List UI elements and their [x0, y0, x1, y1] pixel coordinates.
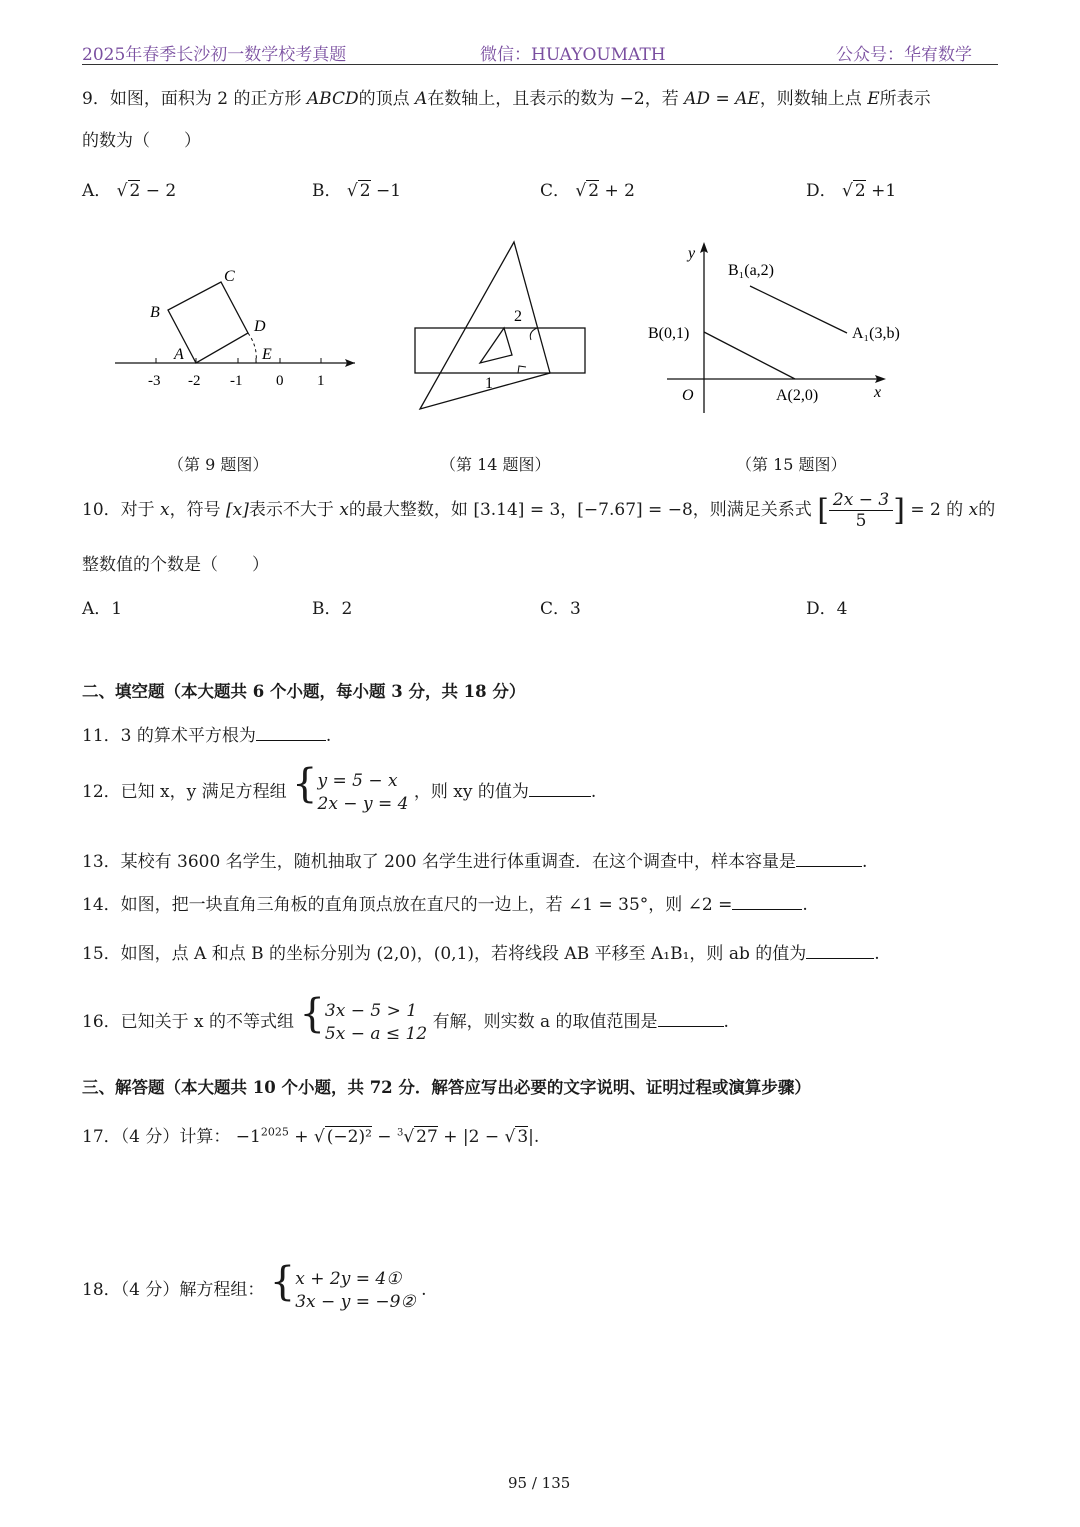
q9-option-b: B． √ 2 −1 [312, 181, 402, 201]
section-3-title: 三、解答题（本大题共 10 个小题，共 72 分．解答应写出必要的文字说明、证明过程或演算步骤） [82, 1078, 811, 1097]
answer-blank[interactable] [256, 726, 326, 741]
tick-label-minus1: -1 [230, 373, 243, 389]
label-a: A [174, 346, 184, 363]
question-10-line2: 整数值的个数是（ ） [82, 555, 269, 575]
caption-fig9: （第 9 题图） [168, 455, 269, 474]
angle-2-arc [530, 328, 537, 340]
label-c: C [224, 268, 235, 285]
q10-option-a: A．1 [82, 599, 123, 619]
y-label: y [688, 245, 696, 262]
answer-blank[interactable] [796, 852, 862, 867]
question-18: 18．（4 分）解方程组： { x + 2y = 4① 3x − y = −9② . [82, 1259, 427, 1312]
figure-15 [642, 238, 902, 423]
tick-label-0: 0 [276, 373, 284, 389]
right-angle-mark [518, 366, 526, 373]
label-b: B [150, 304, 160, 321]
a1-label: A₁(3,b) [852, 325, 900, 342]
segment-ab [704, 332, 795, 379]
question-9-line2: 的数为（ ） [82, 131, 201, 151]
segment-a1b1 [750, 286, 847, 333]
b1-label: B₁(a,2) [728, 262, 775, 279]
header-left: 2025年春季长沙初一数学校考真题 [82, 45, 347, 65]
caption-fig15: （第 15 题图） [736, 455, 847, 474]
origin-label: O [682, 387, 694, 404]
q9-option-a: A． √ 2 − 2 [82, 181, 177, 201]
page-number: 95 / 135 [508, 1474, 571, 1492]
question-14: 14．如图，把一块直角三角板的直角顶点放在直尺的一边上，若 ∠1 = 35°，则 ∠2 = . [82, 895, 808, 915]
tick-label-minus2: -2 [188, 373, 201, 389]
question-10: 10．对于 x，符号 [x]表示不大于 x的最大整数，如 [3.14] = 3，[−7.67] = −8，则满足关系式 [ $\frac{2x - 3}{5}$ ] = 2 的 x的 [82, 490, 996, 531]
q9-option-d: D． √ 2 +1 [806, 181, 897, 201]
figure-9 [110, 255, 370, 410]
triangle-hole [480, 328, 512, 363]
answer-blank[interactable] [732, 895, 802, 910]
label-d: D [254, 318, 266, 335]
arc-de [248, 333, 256, 363]
q9-option-c: C． √ 2 + 2 [540, 181, 635, 201]
question-11: 11．3 的算术平方根为 . [82, 726, 332, 746]
angle-2-label: 2 [514, 308, 522, 325]
answer-blank[interactable] [658, 1012, 724, 1027]
question-9: 9．如图，面积为 2 的正方形 ABCD的顶点 A在数轴上，且表示的数为 −2，若 AD = AE，则数轴上点 E所表示 [82, 89, 931, 109]
tick-label-minus3: -3 [148, 373, 161, 389]
section-2-title: 二、填空题（本大题共 6 个小题，每小题 3 分，共 18 分） [82, 682, 526, 701]
label-e: E [262, 346, 272, 363]
answer-blank[interactable] [529, 782, 591, 797]
header-rule [82, 64, 998, 65]
q10-option-c: C．3 [540, 599, 581, 619]
q10-option-d: D．4 [806, 599, 848, 619]
caption-fig14: （第 14 题图） [440, 455, 551, 474]
answer-blank[interactable] [806, 944, 874, 959]
tick-label-1: 1 [317, 373, 325, 389]
question-15: 15．如图，点 A 和点 B 的坐标分别为 (2,0)，(0,1)，若将线段 AB 平移至 A₁B₁，则 ab 的值为 . [82, 944, 880, 964]
question-17: 17．（4 分）计算： $-1^{2025}$ + √ (−2)² − $^3$√ 27 + |2 − √ 3|. [82, 1125, 540, 1147]
question-12: 12．已知 x，y 满足方程组 { y = 5 − x 2x − y = 4 ，则 xy 的值为 . [82, 761, 597, 814]
angle-1-label: 1 [485, 375, 493, 392]
question-16: 16．已知关于 x 的不等式组 { 3x − 5 > 1 5x − a ≤ 12 有解，则实数 a 的取值范围是 . [82, 991, 729, 1044]
x-label: x [874, 384, 882, 401]
b-label: B(0,1) [648, 325, 690, 342]
figure-14 [410, 236, 595, 421]
a-label: A(2,0) [776, 387, 819, 404]
q10-option-b: B．2 [312, 599, 353, 619]
header-right: 公众号：华宥数学 [836, 45, 972, 65]
header-center: 微信：HUAYOUMATH [480, 45, 666, 65]
question-13: 13．某校有 3600 名学生，随机抽取了 200 名学生进行体重调查．在这个调查中，样本容量是 . [82, 852, 868, 872]
